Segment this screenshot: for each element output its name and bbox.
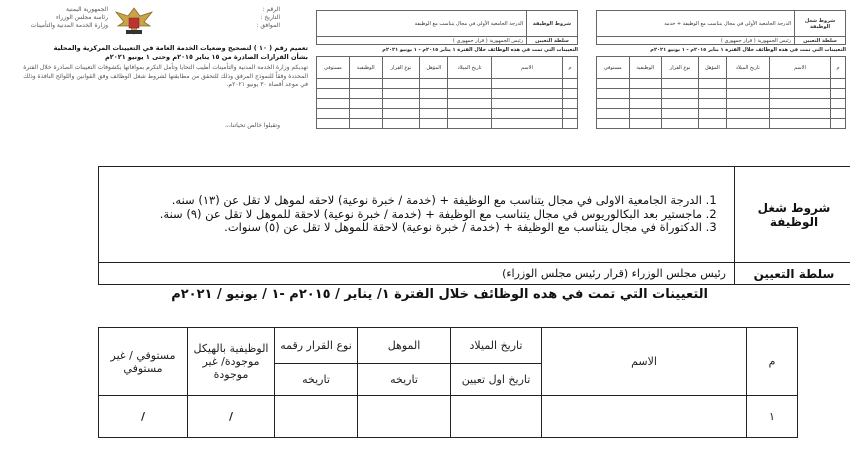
thumbnail-form-left <box>316 10 578 129</box>
letterhead-left <box>18 6 108 30</box>
thumbnail-criteria-table <box>596 10 846 45</box>
notice-title-line: تعميم رقم ( ١٠ ) لتصحيح وضعيات الخدمة العامة في التعيينات المركزية والمحلية <box>53 44 308 52</box>
thumb-col: م <box>563 57 578 79</box>
thumbnail-form-right <box>596 10 846 129</box>
header-first-appointment: تاريخ اول تعيين <box>451 364 542 396</box>
requirements-label: شروط شغل الوظيفة <box>735 167 850 263</box>
thumb-col: المؤهل <box>420 57 448 79</box>
authority-value: رئيس مجلس الوزراء (قرار رئيس مجلس الوزراء) <box>99 263 735 285</box>
notice-title-line: بشأن القرارات الصادرة من ١٥ يناير ٢٠١٥م وحتى ١ يونيو ٢٠٢١م <box>105 53 308 61</box>
thumb-col: الاسم <box>492 57 563 79</box>
requirement-item: 2. ماجستير بعد البكالوريوس في مجال يتناسب مع الوظيفة + (خدمة / خبرة نوعية) لاحقة للموهل لا تقل عن (٩) سنة. <box>107 208 702 222</box>
thumb-col: م <box>831 57 846 79</box>
table-row <box>99 396 798 438</box>
letterhead-line: التاريخ : <box>260 14 280 21</box>
thumb-col: نوع القرار <box>661 57 698 79</box>
header-decision-type: نوع القرار رقمه <box>275 328 358 364</box>
header-index: م <box>747 328 798 396</box>
thumb-label: سلطة التعيين <box>527 37 578 45</box>
top-document-strip <box>0 0 850 140</box>
authority-label: سلطة التعيين <box>735 263 850 285</box>
notice-signoff: وتقبلوا خالص تحياتنا،،، <box>225 122 280 129</box>
thumb-col: مستوفي <box>597 57 630 79</box>
thumb-heading: التعيينات التي تمت في هذه الوظائف خلال الفترة ١ يناير ٢٠١٥م - ١ يونيو ٢٠٢١م <box>382 47 578 53</box>
thumb-label: شروط شغل الوظيفة <box>795 11 846 37</box>
requirements-cell <box>99 167 735 263</box>
thumb-label: شروط الوظيفة <box>527 11 578 37</box>
letterhead-right <box>200 6 280 30</box>
thumb-cell: رئيس الجمهورية ( قرار جمهوري ) <box>597 37 795 45</box>
thumb-col: الوظيفية <box>629 57 661 79</box>
index-cell: ١ <box>747 396 798 438</box>
status-cell: / <box>99 396 188 438</box>
requirement-item: 1. الدرجة الجامعية الاولى في مجال يتناسب مع الوظيفة + (خدمة / خبرة نوعية) لاحقه لموهل لا تقل عن (١٣) سنه. <box>107 194 702 208</box>
letterhead-line: وزارة الخدمة المدنية والتأمينات <box>30 22 108 29</box>
thumb-cell: رئيس الجمهورية ( قرار جمهوري ) <box>317 37 527 45</box>
header-structure: الوظيفية بالهيكل موجودة/ غير موجودة <box>188 328 275 396</box>
thumbnail-criteria-table <box>316 10 578 45</box>
job-criteria-table <box>98 166 850 285</box>
header-status: مستوفي / غير مستوفي <box>99 328 188 396</box>
letterhead-line: الموافق : <box>256 22 280 29</box>
thumb-col: مستوفي <box>317 57 350 79</box>
thumb-cell: الدرجة الجامعية الأولى في مجال يتناسب مع الوظيفة + خدمة <box>597 11 795 37</box>
thumb-col: الاسم <box>770 57 831 79</box>
thumb-col: تاريخ الميلاد <box>448 57 492 79</box>
thumb-label: سلطة التعيين <box>795 37 846 45</box>
thumb-col: تاريخ الميلاد <box>726 57 769 79</box>
header-decision-date: تاريخه <box>275 364 358 396</box>
header-name: الاسم <box>542 328 747 396</box>
structure-cell: / <box>188 396 275 438</box>
notice-title <box>14 44 308 62</box>
thumb-col: المؤهل <box>699 57 726 79</box>
appointments-table <box>98 327 798 438</box>
header-qualification: الموهل <box>358 328 451 364</box>
notice-body: تهديكم وزارة الخدمة المدنية والتأمينات أطيب التحايا وتأمل التكرم بموافاتها بكشوفات التعيينات الصادرة خلال الفترة المحددة وفقاً للنموذج المرفق وذلك للتحقق من مطابقتها لشروط شغل الوظائف وفق القوانين واللوائح النافذة وذلك في موعد أقصاه ٣٠ يونيو ٢٠٢١م. <box>23 64 308 88</box>
name-cell <box>542 396 747 438</box>
thumb-heading: التعيينات التي تمت في هذه الوظائف خلال الفترة ١ يناير ٢٠١٥م - ١ يونيو ٢٠٢١م <box>650 47 846 53</box>
letterhead-line: الجمهورية اليمنية <box>65 6 108 13</box>
letterhead-line: رئاسة مجلس الوزراء <box>55 14 108 21</box>
decision-cell <box>275 396 358 438</box>
requirement-item: 3. الدكتوراة في مجال يتناسب مع الوظيفة + (خدمة / خبرة نوعية) لاحقة للموهل لا تقل عن (٥) سنوات. <box>107 221 702 235</box>
letterhead-line: الرقم : <box>262 6 280 13</box>
thumb-col: الوظيفية <box>349 57 382 79</box>
thumbnail-appointments-table <box>316 56 578 129</box>
thumb-cell: الدرجة الجامعية الأولى في مجال يتناسب مع الوظيفة <box>317 11 527 37</box>
thumbnail-appointments-table <box>596 56 846 129</box>
header-qualification-date: تاريخه <box>358 364 451 396</box>
birth-cell <box>451 396 542 438</box>
thumb-col: نوع القرار <box>382 57 420 79</box>
eagle-emblem-icon <box>112 4 156 38</box>
qualification-cell <box>358 396 451 438</box>
appointments-heading: التعيينات التي تمت في هده الوظائف خلال الفترة ١/ يناير / ٢٠١٥م -١ / يونيو / ٢٠٢١م <box>171 287 708 302</box>
header-birth-date: تاريخ الميلاد <box>451 328 542 364</box>
